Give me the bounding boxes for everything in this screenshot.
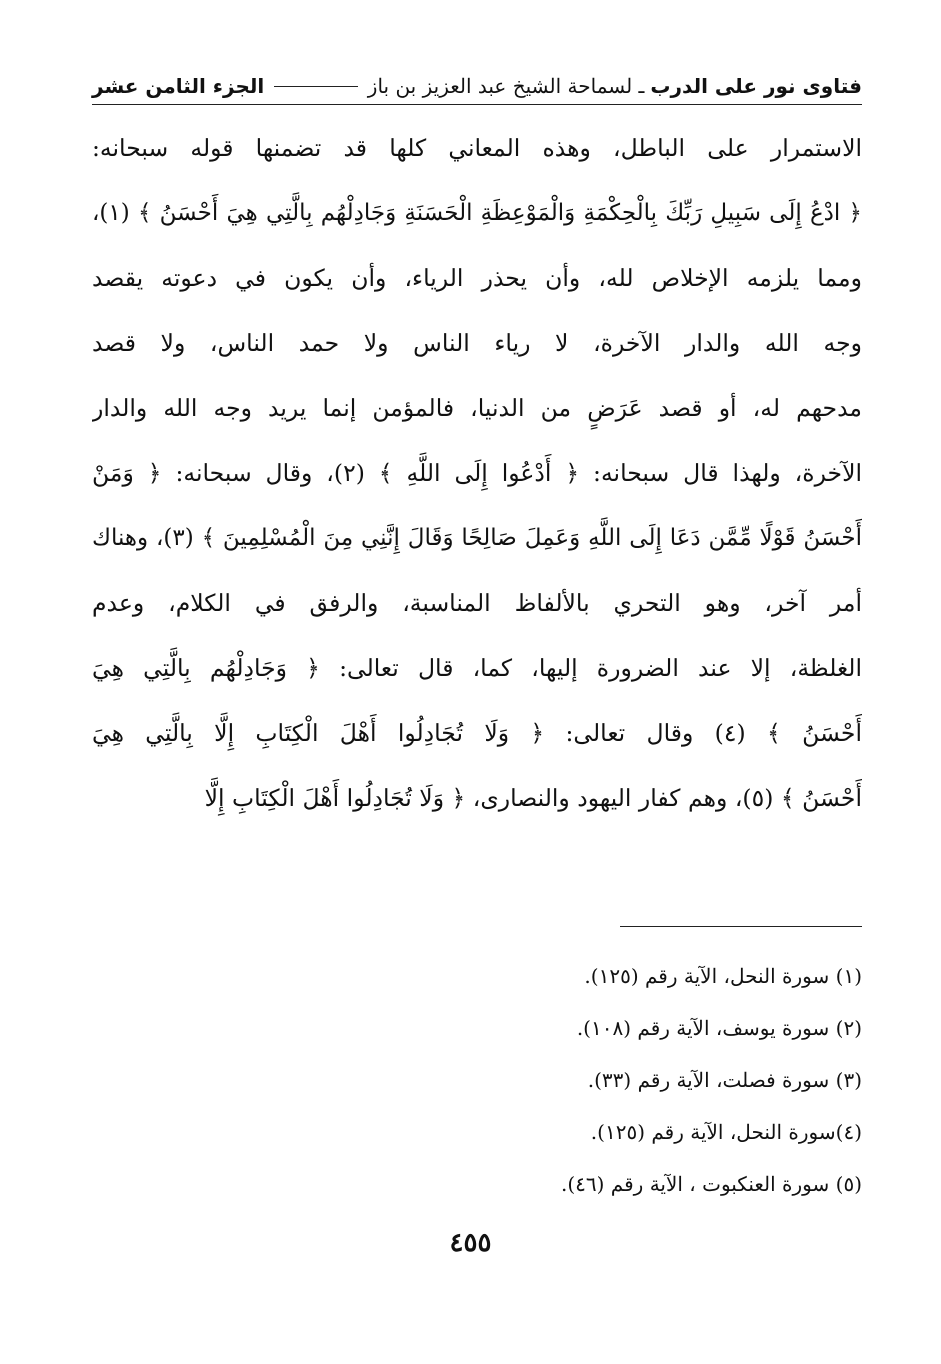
body-line: الاستمرار على الباطل، وهذه المعاني كلها قد تضمنها قوله سبحانه: bbox=[92, 134, 862, 162]
book-title: فتاوى نور على الدرب bbox=[650, 74, 862, 98]
author-name: ـ لسماحة الشيخ عبد العزيز بن باز bbox=[367, 74, 645, 98]
body-line: الآخرة، ولهذا قال سبحانه: ﴿ أَدْعُوا إِلَى اللَّهِ ﴾ (٢)، وقال سبحانه: ﴿ وَمَنْ bbox=[92, 459, 862, 487]
body-line: ومما يلزمه الإخلاص لله، وأن يحذر الرياء، وأن يكون في دعوته يقصد bbox=[92, 264, 862, 292]
body-line: ﴿ ادْعُ إِلَى سَبِيلِ رَبِّكَ بِالْحِكْمَةِ وَالْمَوْعِظَةِ الْحَسَنَةِ وَجَادِلْهُم بِالَّتِي هِيَ أَحْسَنُ ﴾ (١)، bbox=[92, 200, 862, 226]
footnote: (٣) سورة فصلت، الآية رقم (٣٣). bbox=[587, 1068, 862, 1092]
page-number: ٤٥٥ bbox=[449, 1228, 492, 1258]
footnote: (٢) سورة يوسف، الآية رقم (١٠٨). bbox=[576, 1016, 862, 1040]
body-line: أَحْسَنُ قَوْلًا مِّمَّن دَعَا إِلَى اللَّهِ وَعَمِلَ صَالِحًا وَقَالَ إِنَّنِي مِنَ الْمُسْلِمِينَ ﴾ (٣)، وهناك bbox=[92, 525, 862, 551]
body-line: أَحْسَنُ ﴾ (٥)، وهم كفار اليهود والنصارى، ﴿ وَلَا تُجَادِلُوا أَهْلَ الْكِتَابِ إِلَّا bbox=[204, 784, 862, 812]
header-rule bbox=[274, 86, 358, 87]
footnotes bbox=[300, 950, 862, 1210]
body-line: أمر آخر، وهو التحري بالألفاظ المناسبة، والرفق في الكلام، وعدم bbox=[92, 589, 862, 617]
body-line: مدحهم له، أو قصد عَرَضٍ من الدنيا، فالمؤمن إنما يريد وجه الله والدار bbox=[92, 394, 862, 422]
volume-label: الجزء الثامن عشر bbox=[92, 74, 265, 98]
footnote-divider bbox=[620, 926, 862, 927]
footnote: (٤)سورة النحل، الآية رقم (١٢٥). bbox=[590, 1120, 862, 1144]
body-line: أَحْسَنُ ﴾ (٤) وقال تعالى: ﴿ وَلَا تُجَادِلُوا أَهْلَ الْكِتَابِ إِلَّا بِالَّتِي هِيَ bbox=[92, 719, 862, 747]
body-text bbox=[92, 116, 862, 831]
body-line: الغلظة، إلا عند الضرورة إليها، كما، قال تعالى: ﴿ وَجَادِلْهُم بِالَّتِي هِيَ bbox=[92, 654, 862, 682]
footnote: (٥) سورة العنكبوت ، الآية رقم (٤٦). bbox=[560, 1172, 862, 1196]
footnote: (١) سورة النحل، الآية رقم (١٢٥). bbox=[584, 964, 862, 988]
body-line: وجه الله والدار الآخرة، لا رياء الناس ولا حمد الناس، ولا قصد bbox=[92, 329, 862, 357]
running-header bbox=[92, 68, 862, 105]
